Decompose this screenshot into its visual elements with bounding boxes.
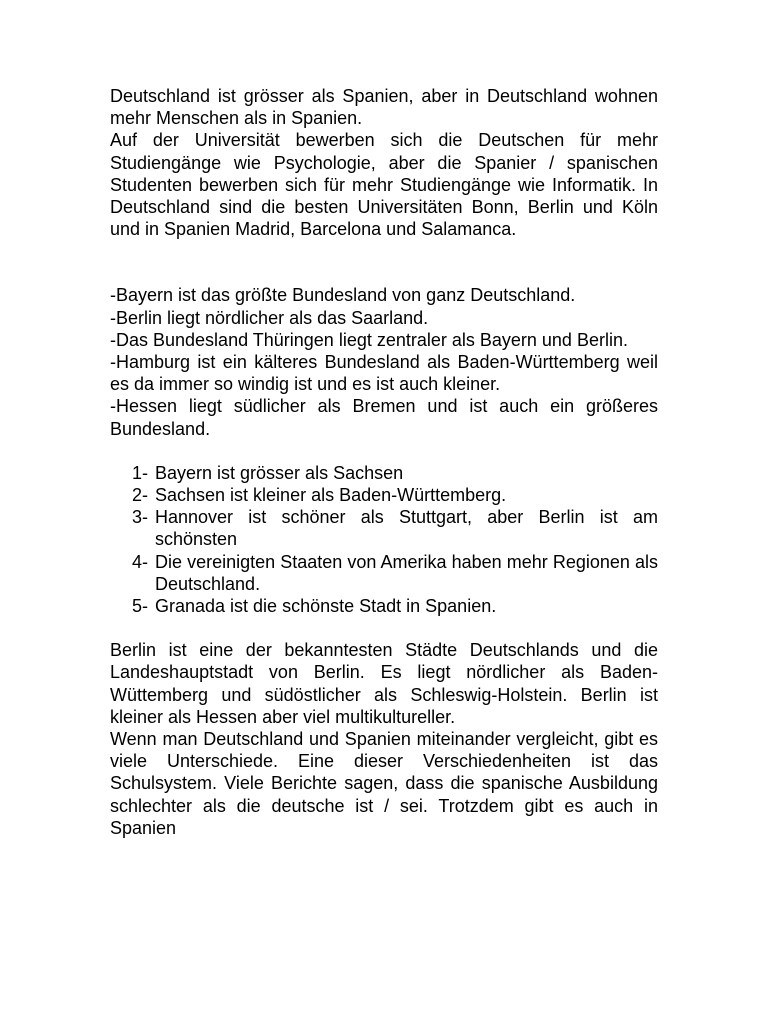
list-number: 4- — [132, 551, 149, 572]
dash-list-item-1: -Bayern ist das größte Bundesland von ganz Deutschland. — [110, 285, 576, 306]
paragraph-1: Deutschland ist grösser als Spanien, aber in Deutschland wohnen mehr Menschen als in Spanien. — [110, 86, 658, 129]
list-number: 5- — [132, 596, 149, 617]
spacer — [110, 240, 658, 284]
paragraph-4: Wenn man Deutschland und Spanien miteinander vergleicht, gibt es viele Unterschiede. Eine dieser Verschiedenheiten ist das Schulsystem. Viele Berichte sagen, dass die spanische Ausbildung schlechter als die deutsche ist / sei. Trotzdem gibt es auch in Spanien — [110, 729, 658, 838]
dash-list — [110, 284, 658, 439]
list-item-text: Granada ist die schönste Stadt in Spanien. — [155, 596, 497, 617]
dash-list-item-5: -Hessen liegt südlicher als Bremen und ist auch ein größeres Bundesland. — [110, 396, 658, 439]
dash-list-item-3: -Das Bundesland Thüringen liegt zentraler als Bayern und Berlin. — [110, 329, 628, 350]
spacer — [110, 440, 658, 462]
numbered-list-item-2 — [110, 484, 658, 506]
list-item-text: Bayern ist grösser als Sachsen — [155, 462, 404, 483]
list-item-text: Die vereinigten Staaten von Amerika haben mehr Regionen als Deutschland. — [155, 551, 658, 594]
spacer — [110, 617, 658, 639]
numbered-list-item-1 — [110, 462, 658, 484]
list-number: 2- — [132, 485, 149, 506]
list-number: 3- — [132, 507, 149, 528]
numbered-list — [110, 462, 658, 617]
numbered-list-item-3 — [110, 506, 658, 550]
numbered-list-item-5 — [110, 595, 658, 617]
list-item-text: Hannover ist schöner als Stuttgart, aber Berlin ist am schönsten — [155, 507, 658, 550]
list-number: 1- — [132, 462, 149, 483]
numbered-list-item-4 — [110, 551, 658, 595]
document-body — [110, 85, 658, 839]
list-item-text: Sachsen ist kleiner als Baden-Württemberg. — [155, 485, 507, 506]
dash-list-item-2: -Berlin liegt nördlicher als das Saarland. — [110, 307, 429, 328]
paragraph-3: Berlin ist eine der bekanntesten Städte Deutschlands und die Landeshauptstadt von Berlin. Es liegt nördlicher als Baden- Wüttemberg und südöstlicher als Schleswig-Holstein. Berlin ist kleiner als Hessen aber viel multikultureller. — [110, 640, 658, 727]
paragraph-2: Auf der Universität bewerben sich die Deutschen für mehr Studiengänge wie Psychologie, aber die Spanier / spanischen Studenten bewerben sich für mehr Studiengänge wie Informatik. In Deutschland sind die besten Universitäten Bonn, Berlin und Köln und in Spanien Madrid, Barcelona und Salamanca. — [110, 130, 658, 240]
dash-list-item-4: -Hamburg ist ein kälteres Bundesland als Baden-Württemberg weil es da immer so windig ist und es ist auch kleiner. — [110, 352, 658, 395]
